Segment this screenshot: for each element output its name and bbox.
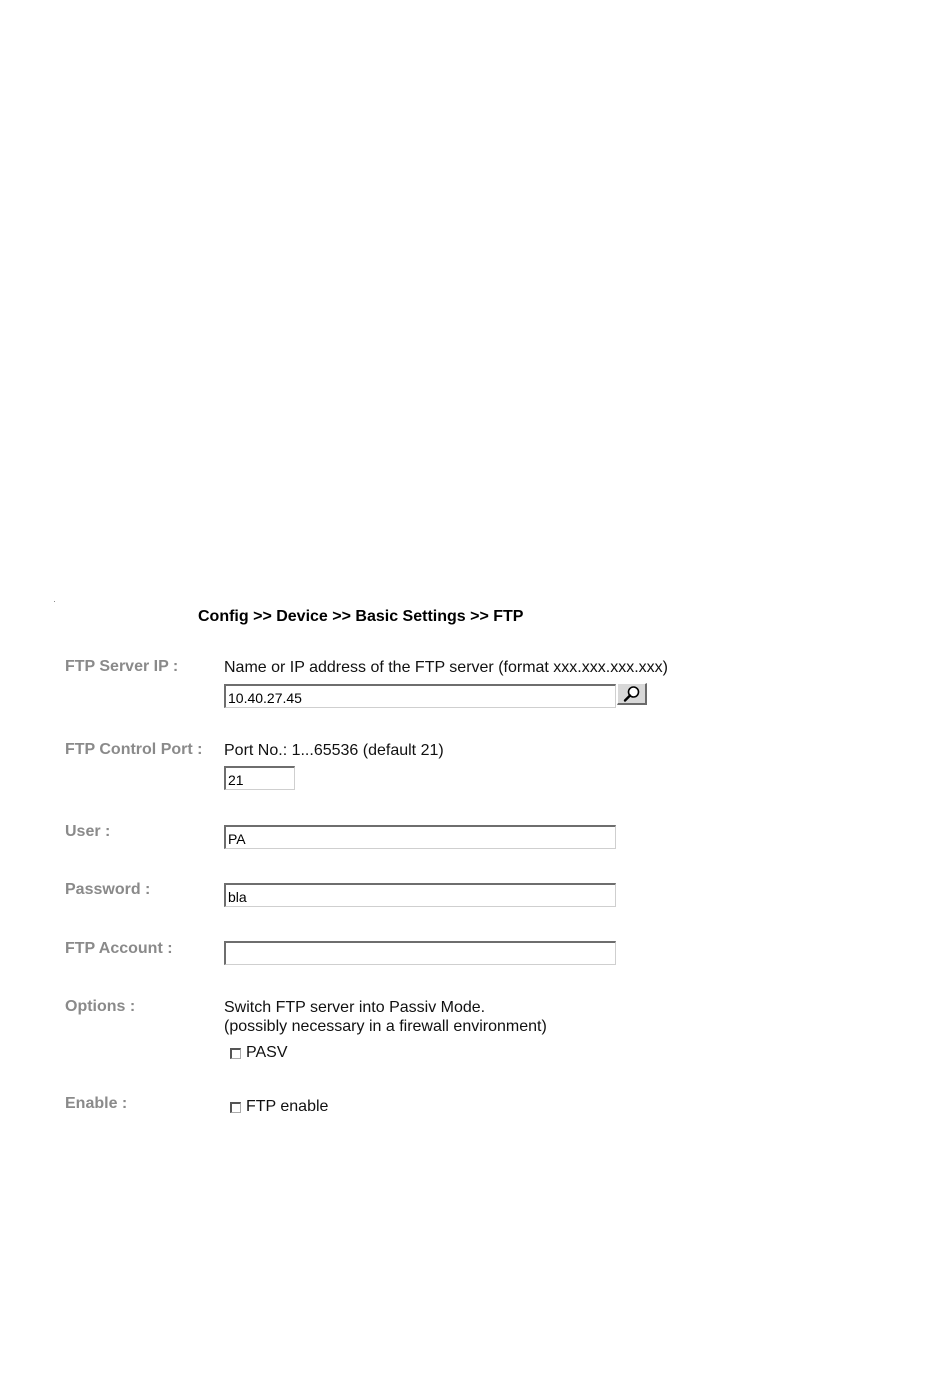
ftp-server-ip-label: FTP Server IP : — [65, 658, 179, 675]
ftp-enable-checkbox[interactable] — [230, 1102, 241, 1113]
ftp-enable-option[interactable] — [230, 1098, 328, 1116]
pasv-checkbox-label: PASV — [246, 1044, 288, 1061]
magnifier-icon — [618, 685, 645, 703]
user-input[interactable] — [224, 825, 616, 849]
options-label: Options : — [65, 998, 136, 1015]
password-label: Password : — [65, 881, 151, 898]
ftp-account-input[interactable] — [224, 941, 616, 965]
ftp-control-port-input[interactable] — [224, 766, 295, 790]
enable-label: Enable : — [65, 1095, 128, 1112]
user-label: User : — [65, 823, 111, 840]
options-description-line2: (possibly necessary in a firewall environment) — [224, 1018, 547, 1035]
ftp-server-ip-input[interactable] — [224, 684, 616, 708]
ftp-server-search-button[interactable] — [617, 683, 647, 705]
ftp-account-label: FTP Account : — [65, 940, 173, 957]
pasv-checkbox[interactable] — [230, 1048, 241, 1059]
ftp-control-port-label: FTP Control Port : — [65, 741, 203, 758]
options-description-line1: Switch FTP server into Passiv Mode. — [224, 999, 486, 1016]
ftp-server-ip-description: Name or IP address of the FTP server (format xxx.xxx.xxx.xxx) — [224, 659, 668, 676]
pasv-option[interactable] — [230, 1044, 288, 1062]
ftp-enable-checkbox-label: FTP enable — [246, 1098, 329, 1115]
password-input[interactable] — [224, 883, 616, 907]
breadcrumb: Config >> Device >> Basic Settings >> FTP — [198, 608, 524, 625]
stray-dot — [54, 601, 55, 602]
ftp-control-port-description: Port No.: 1...65536 (default 21) — [224, 742, 444, 759]
